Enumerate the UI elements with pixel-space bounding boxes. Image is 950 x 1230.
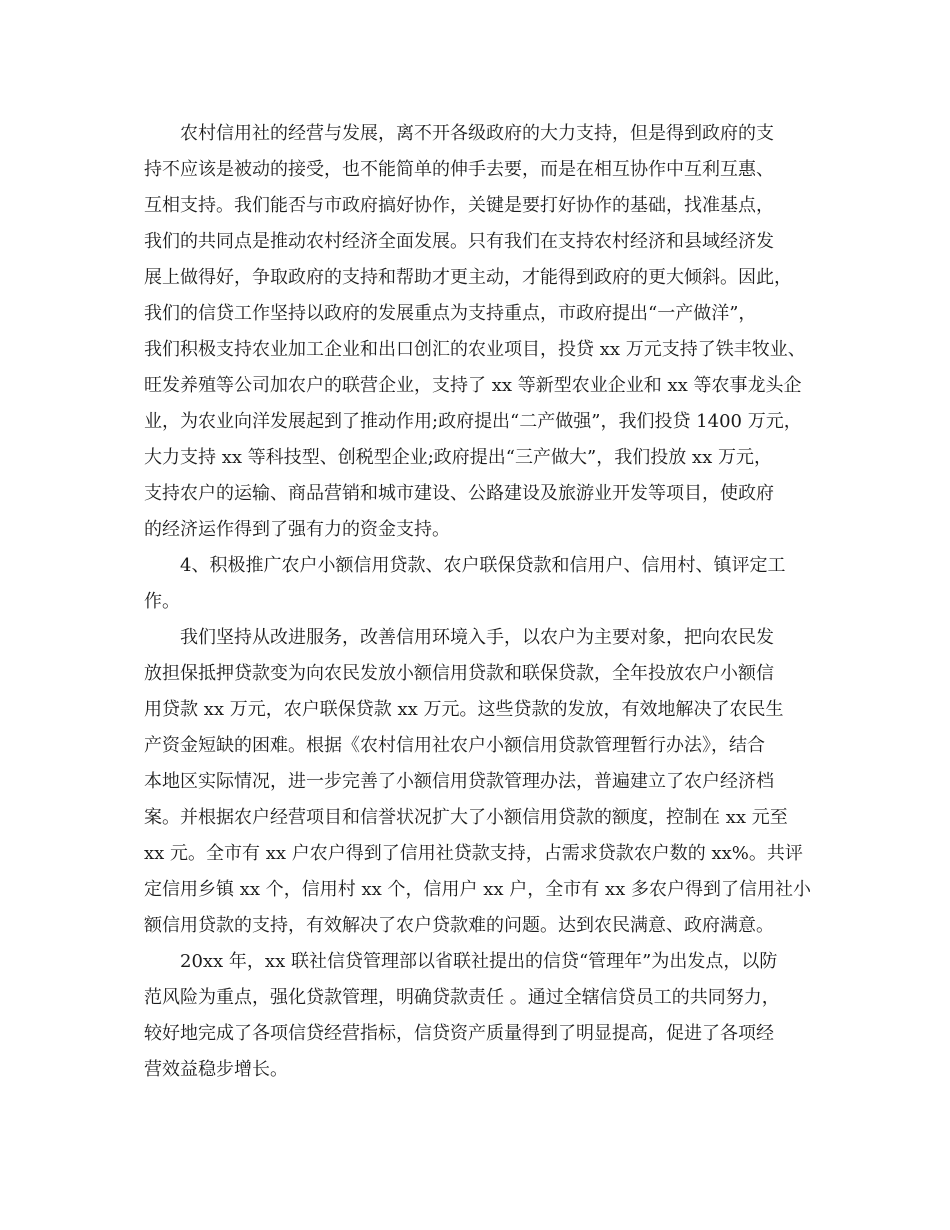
text-line: 营效益稳步增长。 bbox=[144, 1059, 288, 1080]
text-line: 我们坚持从改进服务，改善信用环境入手，以农户为主要对象，把向农民发 bbox=[180, 627, 774, 648]
section-heading-line: 作。 bbox=[144, 591, 180, 612]
text-line: 较好地完成了各项信贷经营指标，信贷资产质量得到了明显提高，促进了各项经 bbox=[144, 1023, 774, 1044]
text-line: 互相支持。我们能否与市政府搞好协作，关键是要打好协作的基础，找准基点， bbox=[144, 195, 774, 216]
text-line: 支持农户的运输、商品营销和城市建设、公路建设及旅游业开发等项目，使政府 bbox=[144, 483, 774, 504]
text-line: 产资金短缺的困难。根据《农村信用社农户小额信用贷款管理暂行办法》，结合 bbox=[144, 735, 765, 756]
text-line: 20xx 年，xx 联社信贷管理部以省联社提出的信贷“管理年”为出发点，以防 bbox=[180, 951, 778, 972]
text-line: 用贷款 xx 万元，农户联保贷款 xx 万元。这些贷款的发放，有效地解决了农民生 bbox=[144, 699, 784, 720]
text-line: 本地区实际情况，进一步完善了小额信用贷款管理办法，普遍建立了农户经济档 bbox=[144, 771, 774, 792]
text-line: 我们的共同点是推动农村经济全面发展。只有我们在支持农村经济和县域经济发 bbox=[144, 231, 774, 252]
text-line: 的经济运作得到了强有力的资金支持。 bbox=[144, 519, 450, 540]
text-line: 案。并根据农户经营项目和信誉状况扩大了小额信用贷款的额度，控制在 xx 元至 bbox=[144, 807, 788, 828]
text-line: 我们的信贷工作坚持以政府的发展重点为支持重点，市政府提出“一产做洋”， bbox=[144, 303, 757, 324]
text-line: 放担保抵押贷款变为向农民发放小额信用贷款和联保贷款，全年投放农户小额信 bbox=[144, 663, 774, 684]
text-line: 农村信用社的经营与发展，离不开各级政府的大力支持，但是得到政府的支 bbox=[180, 123, 774, 144]
section-heading-line: 4、积极推广农户小额信用贷款、农户联保贷款和信用户、信用村、镇评定工 bbox=[180, 555, 786, 576]
text-line: 范风险为重点，强化贷款管理，明确贷款责任 。通过全辖信贷员工的共同努力， bbox=[144, 987, 780, 1008]
text-line: 定信用乡镇 xx 个，信用村 xx 个，信用户 xx 户，全市有 xx 多农户得到了信用社小 bbox=[144, 879, 811, 900]
text-line: 我们积极支持农业加工企业和出口创汇的农业项目，投贷 xx 万元支持了铁丰牧业、 bbox=[144, 339, 806, 360]
text-line: 业，为农业向洋发展起到了推动作用;政府提出“二产做强”，我们投贷 1400 万元， bbox=[144, 411, 802, 432]
text-line: xx 元。全市有 xx 户农户得到了信用社贷款支持，占需求贷款农户数的 xx%。共评 bbox=[144, 843, 803, 864]
text-line: 旺发养殖等公司加农户的联营企业，支持了 xx 等新型农业企业和 xx 等农事龙头企 bbox=[144, 375, 802, 396]
text-line: 展上做得好，争取政府的支持和帮助才更主动，才能得到政府的更大倾斜。因此， bbox=[144, 267, 792, 288]
text-line: 大力支持 xx 等科技型、创税型企业;政府提出“三产做大”，我们投放 xx 万元， bbox=[144, 447, 772, 468]
text-line: 持不应该是被动的接受，也不能简单的伸手去要，而是在相互协作中互利互惠、 bbox=[144, 159, 774, 180]
text-line: 额信用贷款的支持，有效解决了农户贷款难的问题。达到农民满意、政府满意。 bbox=[144, 915, 774, 936]
